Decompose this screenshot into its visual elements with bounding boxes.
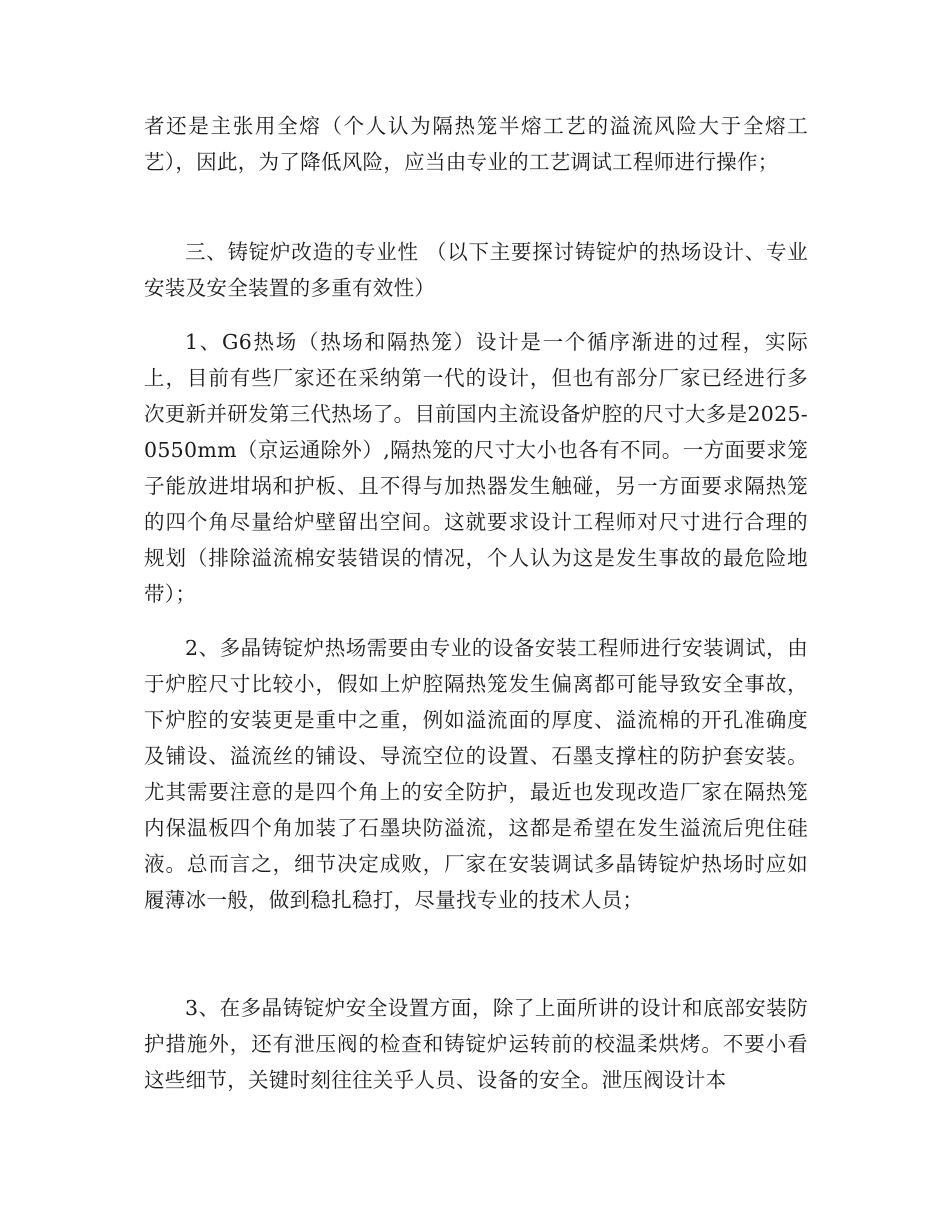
paragraph-point-2: 2、多晶铸锭炉热场需要由专业的设备安装工程师进行安装调试，由于炉腔尺寸比较小，假如上炉腔隔热笼发生偏离都可能导致安全事故，下炉腔的安装更是重中之重，例如溢流面的厚度、溢流棉的开孔准确度及铺设、溢流丝的铺设、导流空位的设置、石墨支撑柱的防护套安装。尤其需要注意的是四个角上的安全防护，最近也发现改造厂家在隔热笼内保温板四个角加装了石墨块防溢流，这都是希望在发生溢流后兜住硅液。总而言之，细节决定成败，厂家在安装调试多晶铸锭炉热场时应如履薄冰一般，做到稳扎稳打，尽量找专业的技术人员； [144, 636, 808, 912]
section-heading-3: 三、铸锭炉改造的专业性 （以下主要探讨铸锭炉的热场设计、专业安装及安全装置的多重有效性） [144, 240, 808, 300]
paragraph-point-3: 3、在多晶铸锭炉安全设置方面，除了上面所讲的设计和底部安装防护措施外，还有泄压阀的检查和铸锭炉运转前的校温柔烘烤。不要小看这些细节，关键时刻往往关乎人员、设备的安全。泄压阀设计本 [144, 996, 808, 1092]
paragraph-continuation: 者还是主张用全熔（个人认为隔热笼半熔工艺的溢流风险大于全熔工艺），因此，为了降低风险，应当由专业的工艺调试工程师进行操作； [144, 114, 808, 174]
paragraph-point-1: 1、G6热场（热场和隔热笼）设计是一个循序渐进的过程，实际上，目前有些厂家还在采纳第一代的设计，但也有部分厂家已经进行多次更新并研发第三代热场了。目前国内主流设备炉腔的尺寸大多是2025-0550mm（京运通除外）,隔热笼的尺寸大小也各有不同。一方面要求笼子能放进坩埚和护板、且不得与加热器发生触碰，另一方面要求隔热笼的四个角尽量给炉壁留出空间。这就要求设计工程师对尺寸进行合理的规划（排除溢流棉安装错误的情况，个人认为这是发生事故的最危险地带）； [144, 330, 808, 606]
